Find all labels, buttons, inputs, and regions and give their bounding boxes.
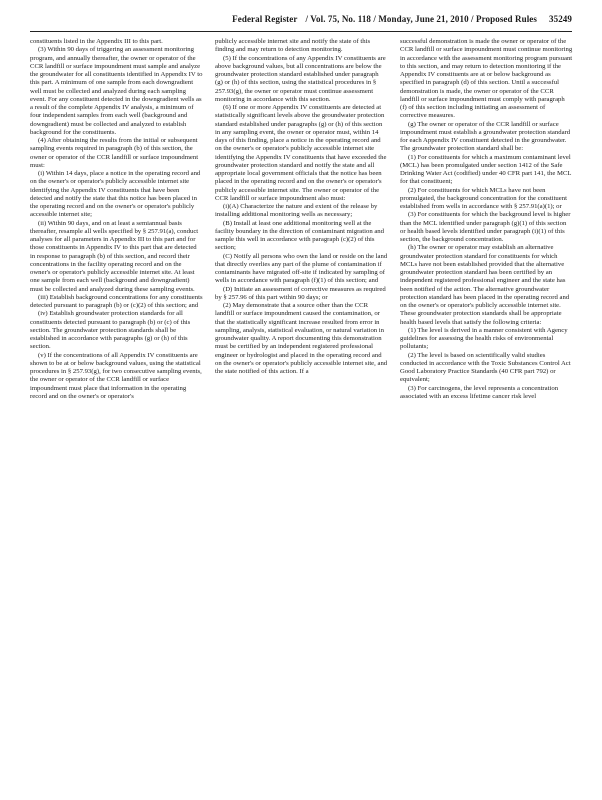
page-header (30, 14, 572, 30)
paragraph: (3) Within 90 days of triggering an assessment monitoring program, and annually thereafter, the owner or operator of the CCR landfill or surface impoundment must sample and analyze the groundwater for all constituents identified in Appendix IV to this part. A minimum of one sample from each downgradient well must be collected and analyzed during each sampling event. For any constituent detected in the downgradient wells as a result of the complete Appendix IV analysis, a minimum of four independent samples from each well (background and downgradient) must be collected and analyzed to establish background for the constituents. (30, 46, 203, 136)
page-number: 35249 (549, 14, 572, 24)
paragraph: (iii) Establish background concentrations for any constituents detected pursuant to paragraph (b) or (c)(2) of this section; and (30, 293, 203, 309)
paragraph: (D) Initiate an assessment of corrective measures as required by § 257.96 of this part within 90 days; or (215, 285, 386, 301)
paragraph: (3) For constituents for which the background level is higher than the MCL identified under paragraph (g)(1) of this section or health based levels identified under paragraph (i)(1) of this section, the background concentration. (400, 211, 571, 243)
header-rule (30, 31, 572, 32)
column-left (30, 38, 203, 790)
paragraph: (2) The level is based on scientifically valid studies conducted in accordance with the Toxic Substances Control Act Good Laboratory Practice Standards (40 CFR part 792) or equivalent; (400, 351, 571, 384)
paragraph: (g) The owner or operator of the CCR landfill or surface impoundment must establish a groundwater protection standard for each Appendix IV constituent detected in the groundwater. The groundwater protection standard shall be: (400, 120, 571, 153)
paragraph: (2) May demonstrate that a source other than the CCR landfill or surface impoundment caused the contamination, or that the statistically significant increase resulted from error in sampling, analysis, statistical evaluation, or natural variation in groundwater quality. A report documenting this demonstration must be certified by an independent registered professional engineer or hydrologist and placed in the operating record and on the owner's or operator's publicly accessible internet site, and the state notified of this action. If a (215, 302, 388, 375)
text-columns (30, 38, 575, 790)
paragraph: (B) Install at least one additional monitoring well at the facility boundary in the direction of contaminant migration and sample this well in accordance with paragraph (c)(2) of this section; (215, 219, 384, 252)
publication-title: Federal Register (232, 14, 298, 24)
issue-citation: / Vol. 75, No. 118 / Monday, June 21, 2010 / Proposed Rules (305, 14, 537, 24)
paragraph: (i)(A) Characterize the nature and extent of the release by installing additional monitoring wells as necessary; (215, 203, 378, 219)
paragraph: publicly accessible internet site and notify the state of this finding and may return to detection monitoring. (215, 38, 371, 54)
paragraph: (ii) Within 90 days, and on at least a semiannual basis thereafter, resample all wells specified by § 257.91(a), conduct analyses for all parameters in Appendix III to this part and for those constituents in Appendix IV to this part that are detected in response to paragraph (b) of this section, and record their concentrations in the facility operating record and on the owner's or operator's publicly accessible internet site. At least one sample from each well (background and downgradient) must be collected and analyzed during these sampling events. (30, 219, 199, 293)
paragraph: (2) For constituents for which MCLs have not been promulgated, the background concentration for the constituent established from wells in accordance with § 257.91(a)(1); or (400, 186, 567, 210)
column-middle (215, 38, 388, 790)
paragraph: (3) For carcinogens, the level represents a concentration associated with an excess lifetime cancer risk level (400, 384, 559, 400)
paragraph: (v) If the concentrations of all Appendix IV constituents are shown to be at or below background values, using the statistical procedures in § 257.93(g), for two consecutive sampling events, the owner or operator of the CCR landfill or surface impoundment must place that information in the operating record and on the owner's or operator's (30, 351, 202, 400)
paragraph: (i) Within 14 days, place a notice in the operating record and on the owner's or operator's publicly accessible internet site identifying the Appendix IV constituents that have been detected and notify the state that this notice has been placed in the operating record and on the owner's or operator's publicly accessible internet site; (30, 170, 201, 219)
paragraph: successful demonstration is made the owner or operator of the CCR landfill or surface impoundment must continue monitoring in accordance with the assessment monitoring program pursuant to this section, and may return to detection monitoring if the Appendix IV constituents are at or below background as specified in paragraph (d) of this section. Until a successful demonstration is made, the owner or operator of the CCR landfill or surface impoundment must comply with paragraph (f) of this section including initiating an assessment of corrective measures. (400, 38, 573, 120)
paragraph: (1) The level is derived in a manner consistent with Agency guidelines for assessing the health risks of environmental pollutants; (400, 326, 568, 351)
paragraph: (4) After obtaining the results from the initial or subsequent sampling events required in paragraph (b) of this section, the owner or operator of the CCR landfill or surface impoundment must: (30, 137, 199, 169)
paragraph: (1) For constituents for which a maximum contaminant level (MCL) has been promulgated under section 1412 of the Safe Drinking Water Act (codified) under 40 CFR part 141, the MCL for that constituent; (400, 153, 572, 186)
paragraph: (6) If one or more Appendix IV constituents are detected at statistically significant levels above the groundwater protection standard established under paragraphs (g) or (h) of this section in any sampling event, the owner or operator must, within 14 days of this finding, place a notice in the operating record and on the owner's or operator's publicly accessible internet site identifying the Appendix IV constituents that have exceeded the groundwater protection standard and notify the state and all appropriate local government officials that the notice has been placed in the operating record and on the owner's or operator's publicly accessible internet site. The owner or operator of the CCR landfill or surface impoundment also must: (215, 104, 387, 202)
paragraph: constituents listed in the Appendix III to this part. (30, 38, 163, 45)
paragraph: (iv) Establish groundwater protection standards for all constituents detected pursuant to paragraph (b) or (c) of this section. The groundwater protection standards shall be established in accordance with paragraphs (g) or (h) of this section. (30, 310, 191, 351)
paragraph: (5) If the concentrations of any Appendix IV constituents are above background values, but all concentrations are below the groundwater protection standard established under paragraph (g) or (h) of this section, using the statistical procedures in § 257.93(g), the owner or operator must continue assessment monitoring in accordance with this section. (215, 54, 386, 103)
paragraph: (C) Notify all persons who own the land or reside on the land that directly overlies any part of the plume of contamination if contaminants have migrated off-site if indicated by sampling of wells in accordance with paragraph (f)(1) of this section; and (215, 252, 388, 285)
column-right (400, 38, 573, 790)
paragraph: (h) The owner or operator may establish an alternative groundwater protection standard for constituents for which MCLs have not been established provided that the alternative groundwater protection standard has been certified by an independent registered professional engineer and the state has been notified of the action. The alternative groundwater protection standard has been placed in the operating record and on the owner's or operator's publicly accessible internet site. These groundwater protection standards shall be appropriate health based levels that satisfy the following criteria: (400, 244, 570, 326)
